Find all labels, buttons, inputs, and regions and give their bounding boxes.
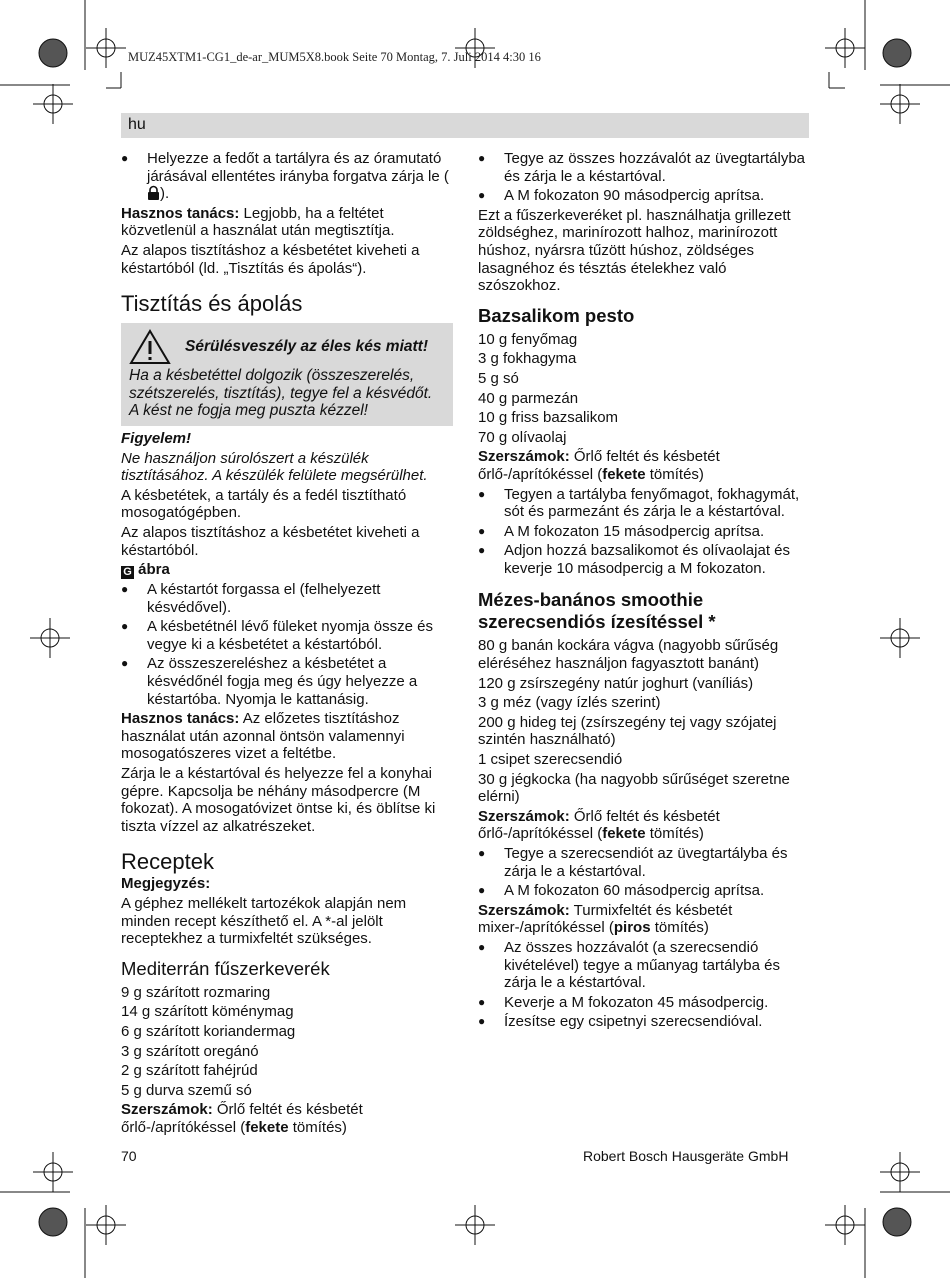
list-item: ● A késtartót forgassa el (felhelyezett késvédővel).: [121, 581, 453, 616]
list-item: ● A késbetétnél lévő füleket nyomja össze és vegye ki a késbetétet a késtartóból.: [121, 618, 453, 653]
tools-line: Szerszámok: Őrlő feltét és késbetét őrlő-/aprítókéssel (fekete tömítés): [121, 1101, 363, 1136]
warning-text: Ha a késbetéttel dolgozik (összeszerelés, szétszerelés, tisztítás), tegye fel a késvédőt. A kést ne fogja meg puszta kézzel!: [129, 367, 433, 420]
list-item: ● Az összeszereléshez a késbetétet a késvédőnél fogja meg és úgy helyezze a késtartóba. Nyomja le kattanásig.: [121, 655, 453, 708]
tools-line: Szerszámok: Őrlő feltét és késbetét őrlő-/aprítókéssel (fekete tömítés): [478, 448, 720, 483]
ingredient: 5 g durva szemű só: [121, 1081, 252, 1099]
right-column: [478, 150, 813, 1033]
ingredient: 5 g só: [478, 369, 519, 387]
heading-spice-mix: Mediterrán fűszerkeverék: [121, 957, 330, 979]
heading-smoothie: Mézes-banános smoothie szerecsendiós ízesítéssel *: [478, 589, 716, 633]
list-item: ● Ízesítse egy csipetnyi szerecsendióval.: [478, 1013, 813, 1031]
language-code: hu: [128, 116, 146, 133]
list-item: ● A M fokozaton 90 másodpercig aprítsa.: [478, 187, 813, 205]
ingredient: 3 g fokhagyma: [478, 350, 577, 368]
ingredient: 9 g szárított rozmaring: [121, 983, 271, 1001]
note-text: A géphez mellékelt tartozékok alapján nem minden recept készíthető el. A *-al jelölt receptekhez a turmixfeltét szükséges.: [121, 895, 407, 948]
tools-line: Szerszámok: Őrlő feltét és késbetét őrlő-/aprítókéssel (fekete tömítés): [478, 807, 720, 843]
tip-paragraph: Hasznos tanács: Legjobb, ha a feltétet közvetlenül a használat után megtisztítja.: [121, 204, 395, 240]
paragraph: Ezt a fűszerkeveréket pl. használhatja grillezett zöldséghez, marinírozott halhoz, marinírozott húshoz, nyársra tűzött húshoz, zöldséges lasagnéhoz és tésztás ételekhez való szószokhoz.: [478, 206, 791, 295]
company-name: Robert Bosch Hausgeräte GmbH: [583, 1148, 789, 1164]
ingredient: 3 g szárított oregánó: [121, 1042, 259, 1060]
ingredient: 14 g szárított köménymag: [121, 1003, 294, 1021]
ingredient: 10 g friss bazsalikom: [478, 409, 619, 427]
tip-paragraph: Hasznos tanács: Az előzetes tisztításhoz használat után azonnal öntsön valamennyi mosogatószeres vizet a feltétbe.: [121, 710, 405, 763]
attention-text: Ne használjon súrolószert a készülék tisztításához. A készülék felülete megsérülhet.: [121, 449, 428, 485]
list-item: ● Tegye a szerecsendiót az üvegtartályba és zárja le a késtartóval.: [478, 845, 813, 880]
attention-label: Figyelem!: [121, 429, 192, 447]
ingredient: 40 g parmezán: [478, 389, 579, 407]
print-info-line: MUZ45XTM1-CG1_de-ar_MUM5X8.book Seite 70 Montag, 7. Juli 2014 4:30 16: [128, 50, 541, 64]
warning-triangle-icon: [129, 329, 171, 365]
lock-icon: [147, 185, 160, 201]
figure-letter-badge: G: [121, 566, 134, 579]
left-column: [121, 150, 453, 1139]
tools-line: Szerszámok: Turmixfeltét és késbetét mixer-/aprítókéssel (piros tömítés): [478, 901, 733, 937]
ingredient: 120 g zsírszegény natúr joghurt (vaníliás): [478, 674, 754, 692]
language-bar: [121, 113, 809, 138]
list-item: ● Keverje a M fokozaton 45 másodpercig.: [478, 994, 813, 1012]
note-label: Megjegyzés:: [121, 875, 211, 893]
heading-cleaning: Tisztítás és ápolás: [121, 291, 303, 317]
list-item: ● A M fokozaton 15 másodpercig aprítsa.: [478, 523, 813, 541]
ingredient: 10 g fenyőmag: [478, 330, 578, 348]
list-item: ● Adjon hozzá bazsalikomot és olívaolajat és keverje 10 másodpercig a M fokozaton.: [478, 542, 813, 577]
paragraph: Az alapos tisztításhoz a késbetétet kiveheti a késtartóból.: [121, 523, 420, 559]
list-item: ● A M fokozaton 60 másodpercig aprítsa.: [478, 882, 813, 900]
ingredient: 80 g banán kockára vágva (nagyobb sűrűség eléréséhez használjon fagyasztott banánt): [478, 637, 779, 673]
list-item: ● Tegyen a tartályba fenyőmagot, fokhagymát, sót és parmezánt és zárja le a késtartóval.: [478, 486, 813, 521]
list-item: ● Helyezze a fedőt a tartályra és az óramutató járásával ellentétes irányba forgatva zárja le ().: [121, 150, 453, 203]
paragraph: Az alapos tisztításhoz a késbetétet kiveheti a késtartóból (ld. „Tisztítás és ápolás“).: [121, 241, 420, 277]
heading-pesto: Bazsalikom pesto: [478, 304, 635, 326]
ingredient: 6 g szárított koriandermag: [121, 1022, 296, 1040]
list-item: ● Tegye az összes hozzávalót az üvegtartályba és zárja le a késtartóval.: [478, 150, 813, 185]
warning-title: Sérülésveszély az éles kés miatt!: [185, 338, 428, 356]
ingredient: 200 g hideg tej (zsírszegény tej vagy szójatej szintén használható): [478, 713, 777, 749]
paragraph: A késbetétek, a tartály és a fedél tisztítható mosogatógépben.: [121, 486, 407, 522]
ingredient: 30 g jégkocka (ha nagyobb sűrűséget szeretne elérni): [478, 770, 790, 806]
list-item: ● Az összes hozzávalót (a szerecsendió kivételével) tegye a műanyag tartályba és zárja le a késtartóval.: [478, 939, 813, 992]
ingredient: 1 csipet szerecsendió: [478, 751, 623, 769]
heading-recipes: Receptek: [121, 849, 214, 875]
page-number: 70: [121, 1148, 137, 1164]
ingredient: 2 g szárított fahéjrúd: [121, 1062, 258, 1080]
ingredient: 3 g méz (vagy ízlés szerint): [478, 694, 661, 712]
ingredient: 70 g olívaolaj: [478, 428, 567, 446]
paragraph: Zárja le a késtartóval és helyezze fel a konyhai gépre. Kapcsolja be néhány másodpercre (M fokozat). A mosogatóvizet öntse ki, és öblítse ki tiszta vízzel az alkatrészeket.: [121, 765, 436, 835]
warning-box: [121, 323, 453, 426]
figure-reference: G ábra: [121, 561, 453, 579]
